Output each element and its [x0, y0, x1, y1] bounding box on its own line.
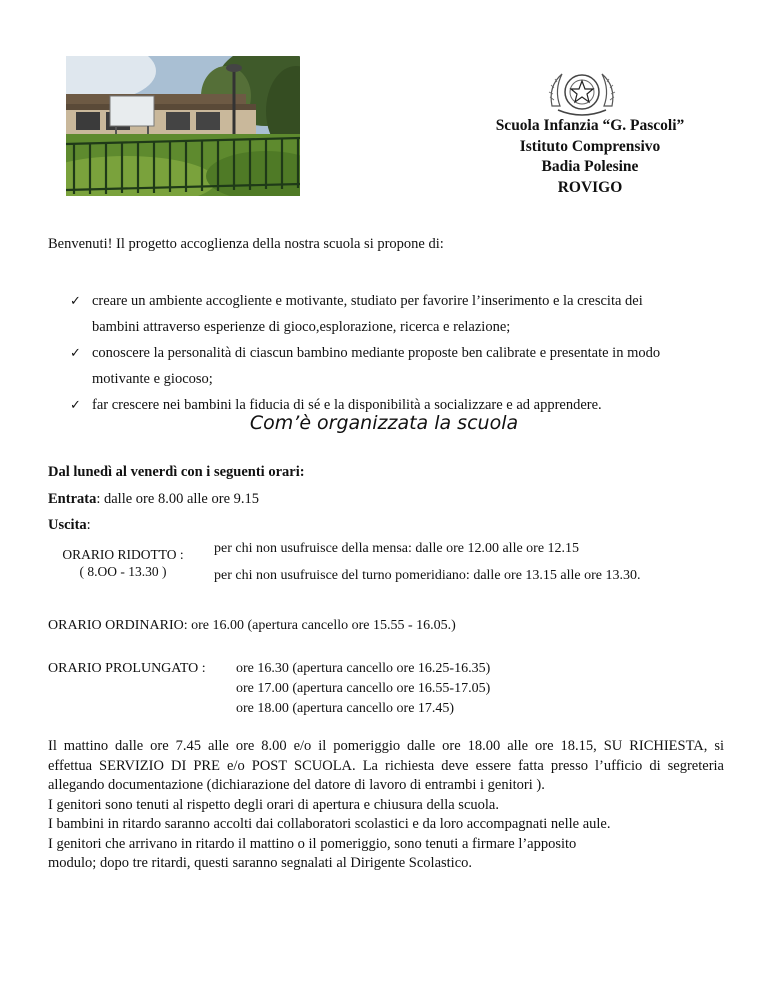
paragraph-line: allegando documentazione (dichiarazione del datore di lavoro di entrambi i genitori ).: [48, 777, 545, 793]
section-heading: Com’è organizzata la scuola: [249, 412, 519, 434]
checkmark-icon: ✓: [70, 397, 81, 412]
prolungato-label: ORARIO PROLUNGATO :: [48, 661, 206, 676]
uscita-label: Uscita: [48, 517, 87, 533]
list-item: ✓ creare un ambiente accogliente e motivante, studiato per favorire l’inserimento e la crescita dei bambini attraverso esperienze di gioco,esplorazione, ricerca e relazione;: [70, 288, 750, 340]
entrata-label: Entrata: [48, 491, 97, 507]
checkmark-icon: ✓: [70, 345, 81, 360]
entrata-text: : dalle ore 8.00 alle ore 9.15: [96, 491, 260, 507]
paragraph-line: I genitori che arrivano in ritardo il mattino o il pomeriggio, sono tenuti a firmare l’apposito: [48, 835, 577, 852]
ridotto-hours: ( 8.OO - 13.30 ): [79, 564, 167, 579]
school-photo: [66, 56, 300, 196]
prolungato-line-3: ore 18.00 (apertura cancello ore 17.45): [236, 701, 455, 716]
school-name: Scuola Infanzia “G. Pascoli”: [495, 117, 685, 134]
list-item: ✓ conoscere la personalità di ciascun bambino mediante proposte ben calibrate e presentate in modo motivante e giocoso;: [70, 340, 750, 392]
prolungato-line-1: ore 16.30 (apertura cancello ore 16.25-16.35): [236, 661, 491, 676]
uscita-line: Uscita:: [48, 517, 91, 533]
rules-paragraph: [48, 737, 724, 874]
town-name: Badia Polesine: [541, 158, 639, 175]
checkmark-icon: ✓: [70, 293, 81, 308]
paragraph-line: Il mattino dalle ore 7.45 alle ore 8.00 e/o il pomeriggio dalle ore 18.00 alle ore 18.15, SU RICHIESTA, si: [48, 738, 724, 754]
intro-text: Benvenuti! Il progetto accoglienza della nostra scuola si propone di:: [48, 236, 444, 252]
ridotto-line-2: per chi non usufruisce del turno pomeridiano: dalle ore 13.15 alle ore 13.30.: [214, 568, 641, 583]
schedule-days: Dal lunedì al venerdì con i seguenti orari:: [48, 464, 305, 480]
paragraph-line: effettua SERVIZIO DI PRE e/o POST SCUOLA. La richiesta deve essere fatta presso l’ufficio di segreteria: [48, 757, 724, 774]
school-header: [440, 116, 740, 198]
paragraph-line: modulo; dopo tre ritardi, questi saranno segnalati al Dirigente Scolastico.: [48, 855, 473, 871]
school-photo-illustration: [66, 56, 300, 196]
ridotto-label-block: [48, 546, 198, 580]
ridotto-label: ORARIO RIDOTTO :: [62, 547, 184, 562]
ridotto-line-1: per chi non usufruisce della mensa: dalle ore 12.00 alle ore 12.15: [214, 541, 580, 556]
institute-name: Istituto Comprensivo: [519, 137, 661, 155]
province-name: ROVIGO: [557, 178, 623, 196]
paragraph-line: I bambini in ritardo saranno accolti dai collaboratori scolastici e da loro accompagnati nelle aule.: [48, 816, 611, 832]
goals-list: [70, 288, 750, 418]
list-item: ✓ far crescere nei bambini la fiducia di sé e la disponibilità a socializzare e ad apprendere.: [70, 392, 750, 418]
ordinario-line: ORARIO ORDINARIO: ore 16.00 (apertura cancello ore 15.55 - 16.05.): [48, 618, 456, 633]
prolungato-line-2: ore 17.00 (apertura cancello ore 16.55-17.05): [236, 681, 491, 696]
entrata-line: [48, 490, 259, 508]
paragraph-line: I genitori sono tenuti al rispetto degli orari di apertura e chiusura della scuola.: [48, 796, 499, 813]
republic-emblem-icon: [544, 66, 620, 122]
